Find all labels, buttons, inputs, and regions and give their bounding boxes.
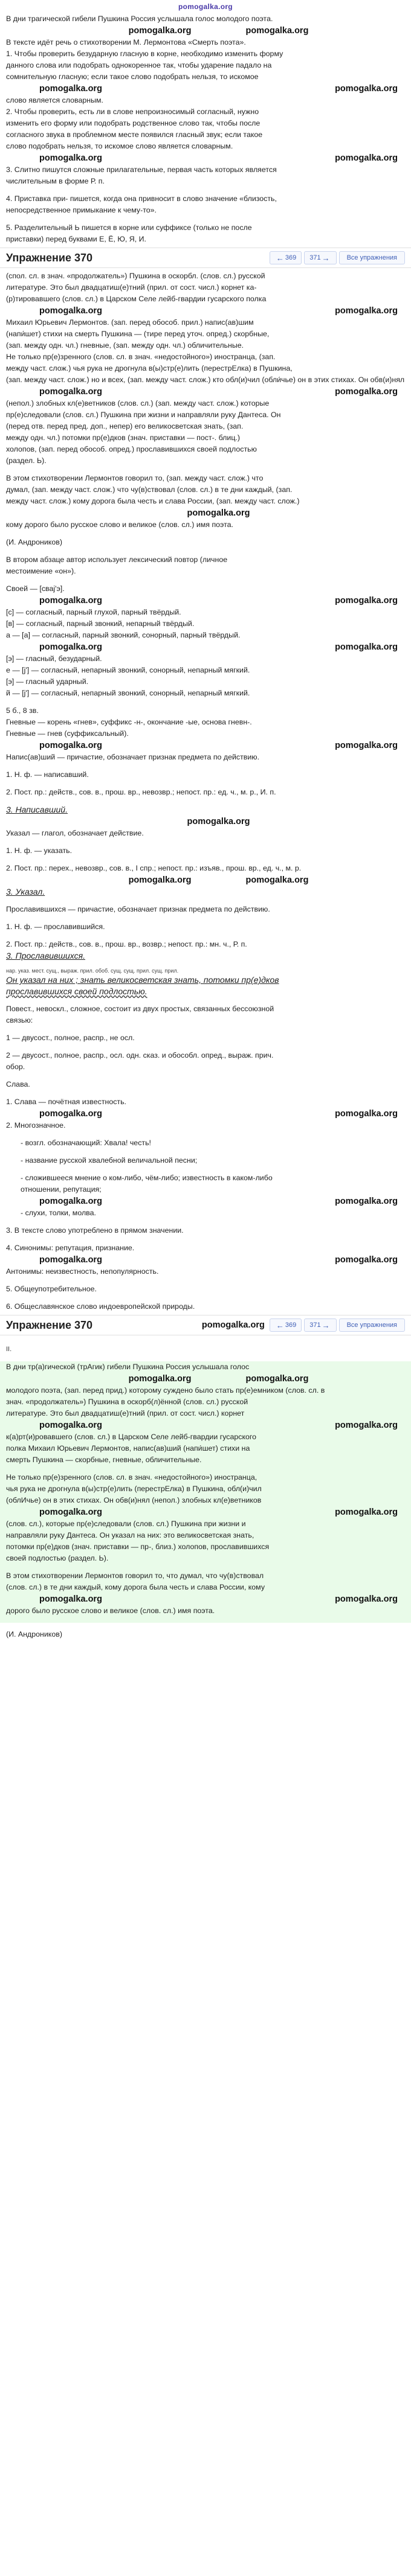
text-line: 2. Пост. пр.: действ., сов. в., прош. вр., невозвр.; непост. пр.: ед. ч., м. р., И. п. xyxy=(6,788,276,796)
text-line: приставки) перед буквами Е, Ё, Ю, Я, И. xyxy=(6,235,146,243)
watermark: pomogalka.org xyxy=(245,875,309,885)
text-line: литературе. Это был двадцатиш(е)тний (прил. от сост. числ.) корнет xyxy=(6,1409,245,1417)
text-line: 6. Общеславянское слово индоевропейской природы. xyxy=(6,1302,195,1311)
text-line: думал, (зап. между част. слож.) что чу(в)ствовал (слов. сл.) в те дни каждый, (зап. xyxy=(6,485,293,494)
list-item: - название русской хвалебной величальной песни; xyxy=(21,1156,198,1165)
watermark-row xyxy=(6,740,405,752)
text-line: 3. Указал. xyxy=(6,887,45,896)
watermark: pomogalka.org xyxy=(39,306,102,316)
text-line: к(а)рт(и)ровавшего (слов. сл.) в Царском Селе лейб-гвардии гусарского xyxy=(6,1433,257,1441)
solution-section-1 xyxy=(0,270,411,1312)
watermark-row xyxy=(6,1108,405,1120)
watermark: pomogalka.org xyxy=(39,153,102,163)
text-line: 1 — двусост., полное, распр., не осл. xyxy=(6,1034,135,1042)
watermark-row xyxy=(6,83,405,95)
watermark: pomogalka.org xyxy=(39,642,102,652)
watermark: pomogalka.org xyxy=(335,1109,398,1119)
text-line: чья рука не дрогнула в(ы)стр(е)лить (перестрЕлка) в Пушкина, обл(и)чил xyxy=(6,1485,262,1493)
text-line: связью: xyxy=(6,1016,33,1024)
text-line: 4. Синонимы: репутация, признание. xyxy=(6,1244,135,1252)
text-line: 5. Общеупотребительное. xyxy=(6,1285,97,1293)
text-line: (зап. между одн. чл.) гневные, (зап. между одн. чл.) обличительные. xyxy=(6,341,244,350)
text-line: Михаил Юрьевич Лермонтов. (зап. перед обособ. прил.) напис(ав)шим xyxy=(6,318,254,327)
list-item: - сложившееся мнение о ком-либо, чём-либо; известность в каком-либо xyxy=(21,1174,273,1182)
text-line: числительным в форме Р. п. xyxy=(6,177,105,185)
prev-exercise-button[interactable] xyxy=(270,1318,302,1332)
watermark: pomogalka.org xyxy=(245,1374,309,1384)
watermark: pomogalka.org xyxy=(39,1197,102,1206)
watermark: pomogalka.org xyxy=(39,596,102,606)
text-line: (р)тировавшего (слов. сл.) в Царском Селе лейб-гвардии гусарского полка xyxy=(6,295,267,303)
watermark-row xyxy=(6,1419,405,1431)
site-logo[interactable]: pomogalka.org xyxy=(178,2,233,11)
text-line: а — [а] — согласный, парный звонкий, сонорный, парный твёрдый. xyxy=(6,631,241,639)
list-item: - возгл. обозначающий: Хвала! честь! xyxy=(21,1139,151,1147)
parse-text: прославившихся своей подлостью. xyxy=(6,986,147,996)
arrow-right-icon: → xyxy=(322,1320,330,1330)
text-line: литературе. Это был двадцатиш(е)тний (прил. от сост. числ.) корнет ка- xyxy=(6,283,257,292)
watermark: pomogalka.org xyxy=(335,153,398,163)
parse-tail xyxy=(6,986,405,997)
text-line: Указал — глагол, обозначает действие. xyxy=(6,829,144,837)
watermark-row xyxy=(6,874,405,886)
text-line: между част. слож.) чья рука не дрогнула в(ы)стр(е)лить (перестрЕлка) в Пушкина, xyxy=(6,364,293,372)
text-line: Слава. xyxy=(6,1080,30,1088)
watermark: pomogalka.org xyxy=(128,875,192,885)
text-line: (перед отв. перед пред. доп., непер) его великосветская знать, (зап. xyxy=(6,422,244,430)
text-line: В втором абзаце автор использует лексический повтор (личное xyxy=(6,555,228,564)
text-line: смерть Пушкина — скорбные, гневные, обличительные. xyxy=(6,1456,202,1464)
watermark-row xyxy=(6,1506,405,1518)
arrow-left-icon: ← xyxy=(276,253,284,263)
watermark: pomogalka.org xyxy=(128,26,192,36)
text-line: согласного звука в проблемном месте появился гласный звук; если такое xyxy=(6,130,263,139)
parse-annotations: нар. указ. мест. сущ., выраж. прил. обоб. сущ. сущ. прил. сущ. прил. xyxy=(6,968,179,974)
sentence-parse xyxy=(6,968,405,997)
text-line: Антонимы: неизвестность, непопулярность. xyxy=(6,1267,159,1276)
section-number: II. xyxy=(6,1346,12,1353)
watermark-row xyxy=(6,305,405,317)
text-line: 3. Прославившихся. xyxy=(6,951,85,960)
text-line: 1. Чтобы проверить безударную гласную в корне, необходимо изменить форму xyxy=(6,50,283,58)
text-line: В дни тр(а)гической (трАгик) гибели Пушкина Россия услышала голос xyxy=(6,1363,250,1371)
text-line: сомнительную гласную; если такое слово подобрать нельзя, то искомое xyxy=(6,72,259,81)
all-exercises-button[interactable]: Все упражнения xyxy=(339,1318,405,1332)
watermark: pomogalka.org xyxy=(201,1320,265,1330)
list-item: - слухи, толки, молва. xyxy=(21,1209,96,1217)
watermark: pomogalka.org xyxy=(335,84,398,94)
text-line: (слов. сл.), которые пр(е)следовали (слов. сл.) Пушкина при жизни и xyxy=(6,1520,246,1528)
text-line: Напис(ав)ший — причастие, обозначает признак предмета по действию. xyxy=(6,753,260,761)
watermark: pomogalka.org xyxy=(335,741,398,750)
text-line: [с] — согласный, парный глухой, парный твёрдый. xyxy=(6,608,181,616)
watermark-row xyxy=(6,1593,405,1605)
text-line: (слов. сл.) в те дни каждый, кому дорога была честь и слава России, кому xyxy=(6,1583,265,1591)
watermark: pomogalka.org xyxy=(335,306,398,316)
text-line: (непол.) злобных кл(е)ветников (слов. сл.) (зап. между част. слож.) которые xyxy=(6,399,270,407)
watermark: pomogalka.org xyxy=(39,387,102,397)
watermark-row xyxy=(6,25,405,37)
text-line: 2. Пост. пр.: перех., невозвр., сов. в., I спр.; непост. пр.: изъяв., прош. вр., ед. ч., м. р. xyxy=(6,864,302,872)
text-line: Не только пр(е)зренного (слов. сл. в знач. «недостойного») иностранца, xyxy=(6,1473,257,1481)
text-line: направляли руку Дантеса. Он указал на них: это великосветская знать, xyxy=(6,1531,254,1539)
text-line: е — [j'] — согласный, непарный звонкий, сонорный, непарный мягкий. xyxy=(6,666,250,674)
text-line: В этом стихотворении Лермонтов говорил то, (зап. между част. слож.) что xyxy=(6,474,264,482)
text-line: Своей — [сваj'э]. xyxy=(6,584,65,593)
all-exercises-button[interactable]: Все упражнения xyxy=(339,251,405,264)
watermark-row xyxy=(6,1373,405,1385)
intro-block xyxy=(0,13,411,245)
watermark-row xyxy=(6,641,405,653)
text-line: пр(е)следовали (слов. сл.) Пушкина при жизни и направляли руку Дантеса. Он xyxy=(6,411,281,419)
list-item: отношении, репутация; xyxy=(21,1185,102,1194)
watermark-row xyxy=(6,816,405,828)
text-line: между одн. чл.) потомки пр(е)дков (знач. приставки — пост-. блиц.) xyxy=(6,433,241,442)
watermark: pomogalka.org xyxy=(335,1197,398,1206)
text-line: В дни трагической гибели Пушкина Россия услышала голос молодого поэта. xyxy=(6,14,273,23)
text-line: й — [j'] — согласный, непарный звонкий, сонорный, непарный мягкий. xyxy=(6,689,250,697)
text-line: молодого поэта, (зап. перед прид.) которому суждено было стать пр(е)емником (слов. сл. в xyxy=(6,1386,325,1395)
text-line: 3. Слитно пишутся сложные прилагательные, первая часть которых является xyxy=(6,165,277,174)
parse-sentence xyxy=(6,974,405,986)
text-line: данного слова или подобрать однокоренное так, чтобы ударение падало на xyxy=(6,61,272,69)
text-line: 1. Н. ф. — прославившийся. xyxy=(6,922,105,931)
text-line: 1. Слава — почётная известность. xyxy=(6,1098,126,1106)
watermark: pomogalka.org xyxy=(335,1507,398,1517)
text-line: (спол. сл. в знач. «продолжатель») Пушкина в оскорбл. (слов. сл.) русской xyxy=(6,272,265,280)
text-line: 1. Н. ф. — указать. xyxy=(6,846,73,855)
text-line: Не только пр(е)зренного (слов. сл. в знач. «недостойного») иностранца, (зап. xyxy=(6,353,276,361)
attribution xyxy=(0,1623,411,1640)
prev-exercise-button[interactable] xyxy=(270,251,302,264)
solution-section-2 xyxy=(0,1361,411,1623)
text-line: 5 б., 8 зв. xyxy=(6,706,39,715)
watermark: pomogalka.org xyxy=(245,26,309,36)
text-line: В этом стихотворении Лермонтов говорил то, что думал, что чу(в)ствовал xyxy=(6,1571,264,1580)
text-line: слово подобрать нельзя, то искомое слово является словарным. xyxy=(6,142,233,150)
exercise-title: Упражнение 370 xyxy=(6,1318,93,1331)
watermark: pomogalka.org xyxy=(187,817,250,826)
text-line: полка Михаил Юрьевич Лермонтов, напис(ав)ший (напи́шет) стихи на xyxy=(6,1444,250,1453)
text-line: 2 — двусост., полное, распр., осл. одн. сказ. и обособл. опред., выраж. прич. xyxy=(6,1051,274,1059)
text-line: (облИчье) он в этих стихах. Он обв(и)нял (непол.) злобных кл(е)ветников xyxy=(6,1496,262,1504)
text-line: 3. В тексте слово употреблено в прямом значении. xyxy=(6,1226,184,1235)
text-line: (зап. между част. слож.) но и всех, (зап. между част. слож.) кто обл(и)чил (обли́чье) он в этих стихах. Он обв(и)нял xyxy=(6,376,405,384)
watermark: pomogalka.org xyxy=(39,1109,102,1119)
text-line: изменить его форму или подобрать родственное слово так, чтобы после xyxy=(6,119,261,127)
text-line: местоимение «он»). xyxy=(6,567,76,575)
text-line: 2. Пост. пр.: действ., сов. в., прош. вр., возвр.; непост. пр.: мн. ч., Р. п. xyxy=(6,940,247,948)
text-line: Гневные — корень «гнев», суффикс -н-, окончание -ые, основа гневн-. xyxy=(6,718,252,726)
text-line: [в] — согласный, парный звонкий, непарный твёрдый. xyxy=(6,619,195,628)
text-line: [э] — гласный ударный. xyxy=(6,677,89,686)
next-exercise-button[interactable] xyxy=(304,1318,336,1332)
text-line: 4. Приставка при- пишется, когда она привносит в слово значение «близость, xyxy=(6,194,277,203)
text-line: 3. Написавший. xyxy=(6,805,68,814)
exercise-nav-bar xyxy=(0,1315,411,1335)
watermark: pomogalka.org xyxy=(335,1421,398,1430)
text-line: обор. xyxy=(6,1063,25,1071)
text-line: (раздел. Ь). xyxy=(6,456,47,465)
text-line: 2. Чтобы проверить, есть ли в слове непроизносимый согласный, нужно xyxy=(6,107,259,116)
exercise-nav-bar xyxy=(0,248,411,268)
exercise-nav xyxy=(270,1318,405,1332)
watermark: pomogalka.org xyxy=(335,1594,398,1604)
next-exercise-label: 371 xyxy=(309,254,321,261)
watermark: pomogalka.org xyxy=(187,508,250,518)
text-line: холопов, (зап. перед обособ. опред.) прославившихся своей подлостью xyxy=(6,445,257,453)
text-line: 5. Разделительный Ь пишется в корне или суффиксе (только не после xyxy=(6,223,252,232)
text-line: потомки пр(е)дков (знач. приставки — пр-, близ.) холопов, прославившихся xyxy=(6,1542,270,1551)
text-line: В тексте идёт речь о стихотворении М. Лермонтова «Смерть поэта». xyxy=(6,38,246,46)
text-line: (напи́шет) стихи на смерть Пушкина — (тире перед уточ. опред.) скорбные, xyxy=(6,330,270,338)
watermark: pomogalka.org xyxy=(39,741,102,750)
exercise-nav xyxy=(270,251,405,264)
text-line: между част. слож.) кому дорога была честь и слава России, (зап. между част. слож.) xyxy=(6,497,300,505)
prev-exercise-label: 369 xyxy=(285,1321,297,1329)
next-exercise-button[interactable] xyxy=(304,251,336,264)
watermark-row xyxy=(6,152,405,164)
watermark-row xyxy=(6,1254,405,1266)
watermark-row xyxy=(6,595,405,607)
arrow-right-icon: → xyxy=(322,253,330,263)
watermark-row xyxy=(6,507,405,519)
watermark-row xyxy=(6,1195,405,1207)
watermark-row xyxy=(6,386,405,398)
text-line: Гневные — гнев (суффиксальный). xyxy=(6,729,129,738)
text-line: (И. Андроников) xyxy=(6,538,62,546)
watermark: pomogalka.org xyxy=(39,1421,102,1430)
site-header xyxy=(0,0,411,13)
watermark: pomogalka.org xyxy=(335,1255,398,1265)
text-line: 1. Н. ф. — написавший. xyxy=(6,770,89,779)
watermark: pomogalka.org xyxy=(39,1594,102,1604)
text-line: кому дорого было русское слово и великое (слов. сл.) имя поэта. xyxy=(6,520,233,529)
text-line: непосредственное примыкание к чему-то». xyxy=(6,206,157,214)
text-line: своей подлостью (раздел. Ь). xyxy=(6,1554,109,1562)
next-exercise-label: 371 xyxy=(309,1321,321,1329)
watermark: pomogalka.org xyxy=(335,642,398,652)
text-line: Повест., невоскл., сложное, состоит из двух простых, связанных бессоюзной xyxy=(6,1005,274,1013)
text-line: 2. Многозначное. xyxy=(6,1121,66,1130)
text-line: [э] — гласный, безударный. xyxy=(6,654,102,663)
watermark: pomogalka.org xyxy=(39,1255,102,1265)
watermark: pomogalka.org xyxy=(39,1507,102,1517)
parse-text: Он указал на них ; знать великосветская знать, потомки пр(е)дков xyxy=(6,975,279,985)
watermark: pomogalka.org xyxy=(335,596,398,606)
text-line: знач. «продолжатель») Пушкина в оскорб(л)ённой (слов. сл.) русской xyxy=(6,1398,248,1406)
text-line: (И. Андроников) xyxy=(6,1630,62,1638)
watermark: pomogalka.org xyxy=(39,84,102,94)
watermark: pomogalka.org xyxy=(128,1374,192,1384)
text-line: Прославившихся — причастие, обозначает признак предмета по действию. xyxy=(6,905,270,913)
prev-exercise-label: 369 xyxy=(285,254,297,261)
arrow-left-icon: ← xyxy=(276,1320,284,1330)
exercise-title: Упражнение 370 xyxy=(6,251,93,264)
watermark: pomogalka.org xyxy=(335,387,398,397)
text-line: дорого было русское слово и великое (слов. сл.) имя поэта. xyxy=(6,1606,215,1615)
text-line: слово является словарным. xyxy=(6,96,103,104)
